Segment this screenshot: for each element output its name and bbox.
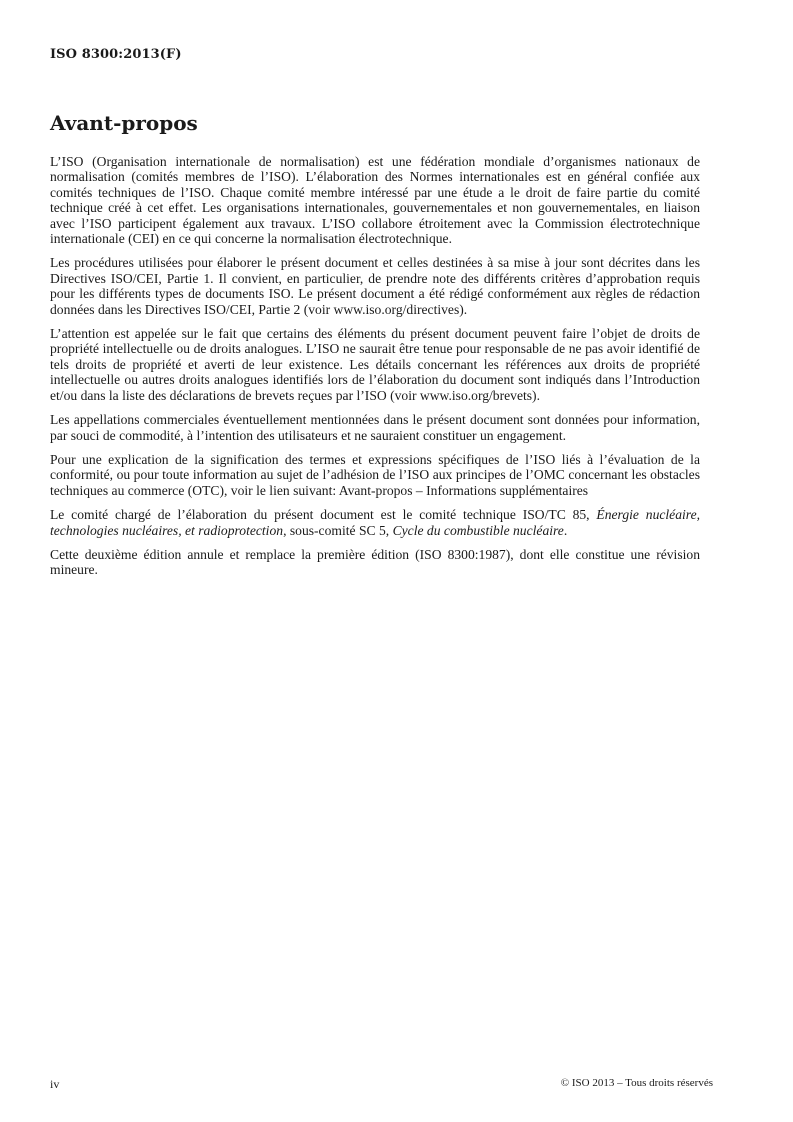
committee-tc-name: Énergie nucléaire, technologies nucléaires, et radioprotection bbox=[50, 507, 701, 538]
page-number: iv bbox=[50, 1077, 60, 1091]
paragraph-iso-organisation: L’ISO (Organisation internationale de normalisation) est une fédération mondiale d’organismes nationaux de normalisation (comités membres de l’ISO). L’élaboration des Normes internationales est en général confiée aux comités techniques de l’ISO. Chaque comité membre intéressé par une étude a le droit de faire partie du comité technique créé à cet effet. Les organisations internationales, gouvernementales et non gouvernementales, en liaison avec l’ISO participent également aux travaux. L’ISO collabore étroitement avec la Commission électrotechnique internationale (CEI) en ce qui concerne la normalisation électrotechnique. bbox=[50, 154, 700, 247]
paragraph-patent-rights: L’attention est appelée sur le fait que certains des éléments du présent document peuvent faire l’objet de droits de propriété intellectuelle ou de droits analogues. L’ISO ne saurait être tenue pour responsable de ne pas avoir identifié de tels droits de propriété et averti de leur existence. Les détails concernant les références aux droits de propriété intellectuelle ou autres droits analogues identifiés lors de l’élaboration du document sont indiqués dans l’Introduction et/ou dans la liste des déclarations de brevets reçues par l’ISO (voir www.iso.org/brevets). bbox=[50, 326, 700, 403]
paragraph-edition-note: Cette deuxième édition annule et remplace la première édition (ISO 8300:1987), dont elle constitue une révision mineure. bbox=[50, 546, 700, 578]
committee-end: . bbox=[563, 522, 568, 538]
paragraph-procedures: Les procédures utilisées pour élaborer le présent document et celles destinées à sa mise à jour sont décrites dans les Directives ISO/CEI, Partie 1. Il convient, en particulier, de prendre note des différents critères d’approbation requis pour les différents types de documents ISO. Le présent document a été rédigé conformément aux règles de rédaction données dans les Directives ISO/CEI, Partie 2 (voir www.iso.org/directives). bbox=[50, 255, 700, 317]
committee-intro: Le comité chargé de l’élaboration du présent document est le comité technique ISO/TC 85, bbox=[50, 507, 597, 523]
paragraph-committee bbox=[50, 507, 700, 538]
committee-sc-name: Cycle du combustible nucléaire bbox=[392, 522, 564, 538]
copyright-notice: © ISO 2013 – Tous droits réservés bbox=[560, 1077, 713, 1089]
foreword-body bbox=[50, 154, 700, 587]
page-title: Avant-propos bbox=[50, 111, 198, 135]
document-header: ISO 8300:2013(F) bbox=[50, 47, 182, 62]
committee-mid: , sous-comité SC 5, bbox=[283, 522, 393, 538]
paragraph-conformity: Pour une explication de la signification des termes et expressions spécifiques de l’ISO liés à l’évaluation de la conformité, ou pour toute information au sujet de l’adhésion de l’ISO aux principes de l’OMC concernant les obstacles techniques au commerce (OTC), voir le lien suivant: Avant-propos – Informations supplémentaires bbox=[50, 451, 700, 498]
paragraph-trade-names: Les appellations commerciales éventuellement mentionnées dans le présent document sont données pour information, par souci de commodité, à l’intention des utilisateurs et ne sauraient constituer un engagement. bbox=[50, 412, 700, 443]
